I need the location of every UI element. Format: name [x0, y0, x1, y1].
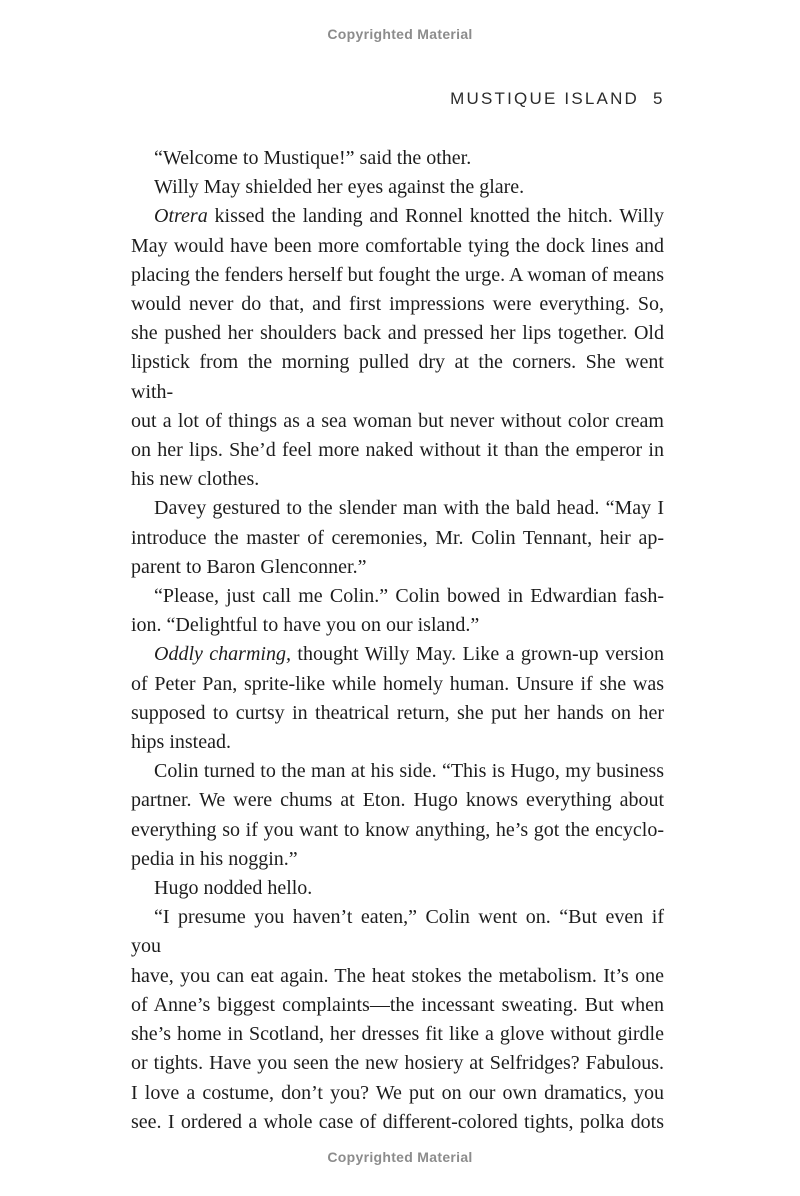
text-line: “I presume you haven’t eaten,” Colin went on. “But even if you — [131, 906, 664, 958]
text-line: ion. “Delightful to have you on our island.” — [131, 614, 480, 637]
text-line: of Peter Pan, sprite-like while homely human. Unsure if she was — [131, 672, 664, 695]
text-line: lipstick from the morning pulled dry at the corners. She went with- — [131, 351, 664, 403]
text-line: see. I ordered a whole case of different-colored tights, polka dots — [131, 1110, 664, 1133]
text-line: hips instead. — [131, 731, 231, 754]
text-line: Davey gestured to the slender man with the bald head. “May I — [154, 497, 664, 520]
text-line: Otrera kissed the landing and Ronnel knotted the hitch. Willy — [154, 205, 664, 228]
text-line: everything so if you want to know anything, he’s got the encyclo- — [131, 818, 664, 841]
body-text — [131, 144, 664, 1137]
text-line: May would have been more comfortable tying the dock lines and — [131, 234, 664, 257]
italic-text: Otrera — [154, 205, 208, 228]
text-line: parent to Baron Glenconner.” — [131, 555, 367, 578]
text-line: on her lips. She’d feel more naked without it than the emperor in — [131, 439, 664, 462]
running-head — [450, 89, 663, 109]
text-line: Hugo nodded hello. — [154, 877, 313, 900]
text-line: have, you can eat again. The heat stokes the metabolism. It’s one — [131, 964, 664, 987]
text-line: his new clothes. — [131, 468, 260, 491]
text-line: she pushed her shoulders back and pressed her lips together. Old — [131, 322, 664, 345]
text-line: partner. We were chums at Eton. Hugo knows everything about — [131, 789, 664, 812]
text-line: Colin turned to the man at his side. “This is Hugo, my business — [154, 760, 664, 783]
text-line: out a lot of things as a sea woman but never without color cream — [131, 409, 664, 432]
text-line: placing the fenders herself but fought the urge. A woman of means — [131, 263, 664, 286]
running-head-title: MUSTIQUE ISLAND — [450, 89, 640, 108]
text-line: pedia in his noggin.” — [131, 847, 298, 870]
text-line: of Anne’s biggest complaints—the incessant sweating. But when — [131, 993, 664, 1016]
page-number: 5 — [653, 89, 663, 108]
text-line: I love a costume, don’t you? We put on our own dramatics, you — [131, 1081, 664, 1104]
text-line: she’s home in Scotland, her dresses fit like a glove without girdle — [131, 1023, 664, 1046]
copyright-notice-bottom: Copyrighted Material — [327, 1149, 473, 1165]
text-line: would never do that, and first impressions were everything. So, — [131, 293, 664, 316]
text-line: introduce the master of ceremonies, Mr. Colin Tennant, heir ap- — [131, 526, 664, 549]
text-line: supposed to curtsy in theatrical return, she put her hands on her — [131, 701, 664, 724]
text-line: Willy May shielded her eyes against the glare. — [154, 176, 525, 199]
text-line: Oddly charming, thought Willy May. Like a grown-up version — [154, 643, 664, 666]
text-line: “Please, just call me Colin.” Colin bowed in Edwardian fash- — [154, 585, 664, 608]
text-line: or tights. Have you seen the new hosiery at Selfridges? Fabulous. — [131, 1052, 664, 1075]
italic-text: Oddly charming, — [154, 643, 291, 666]
text-line: “Welcome to Mustique!” said the other. — [154, 147, 472, 169]
copyright-notice-top: Copyrighted Material — [327, 26, 473, 42]
